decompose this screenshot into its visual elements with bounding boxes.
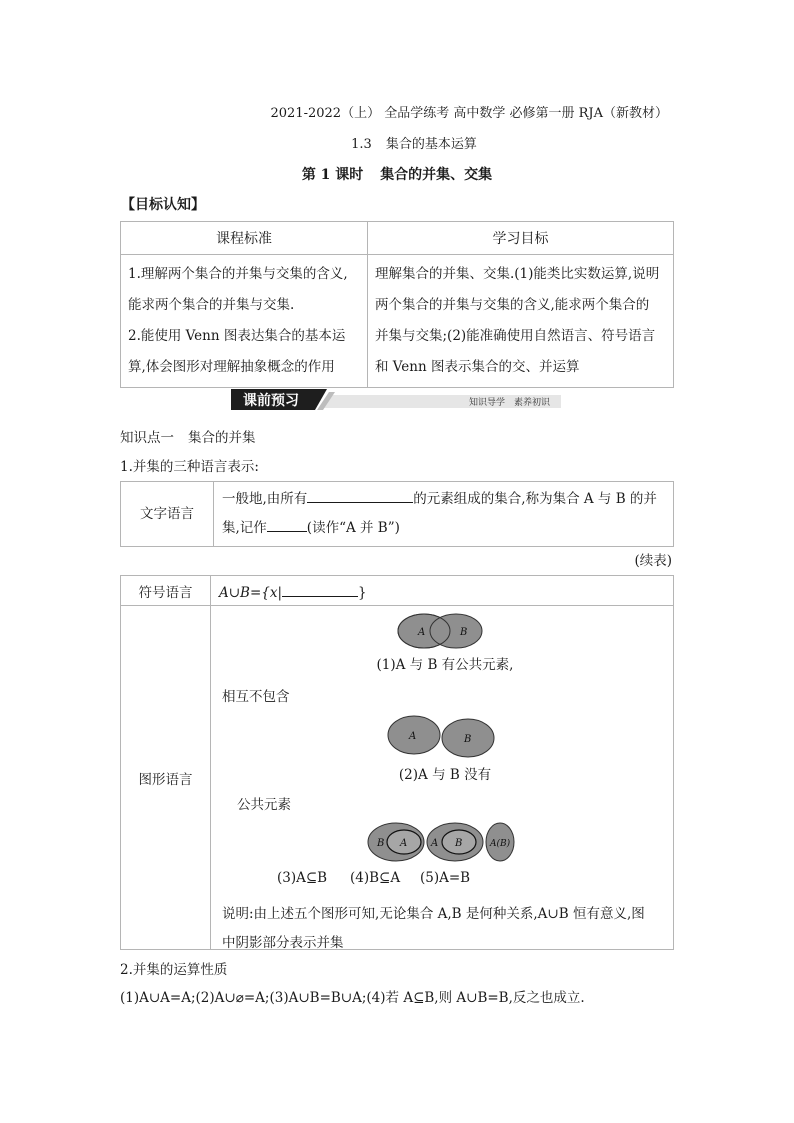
lesson-title — [0, 164, 794, 184]
graph-language-content — [211, 606, 674, 950]
venn-overlap-diagram — [396, 610, 486, 650]
symbol-expression-end: } — [358, 585, 367, 601]
section-title — [0, 133, 794, 152]
goals-standard-cell — [121, 255, 368, 388]
caption-1b: 相互不包含 — [222, 689, 290, 705]
banner-tags: 知识导学 素养初识 — [469, 398, 551, 408]
section-number: 1.3 — [351, 137, 372, 152]
properties-label: 2.并集的运算性质 — [120, 962, 228, 978]
fill-blank[interactable] — [307, 486, 413, 503]
venn-label-b: B — [377, 838, 385, 849]
caption-3: (3)A⊆B — [277, 870, 328, 886]
text-part: 的元素组成的集合,称为集合 A 与 B 的并 — [413, 491, 657, 507]
caption-4: (4)B⊆A — [350, 870, 401, 886]
venn-disjoint-diagram — [386, 713, 496, 761]
goal-heading: 【目标认知】 — [121, 197, 205, 213]
knowledge-point-title: 集合的并集 — [188, 430, 256, 446]
venn-label-b: B — [464, 734, 472, 745]
lesson-name: 集合的并集、交集 — [380, 167, 493, 183]
standard-line: 1.理解两个集合的并集与交集的含义, — [128, 266, 348, 282]
standard-line: 算,体会图形对理解抽象概念的作用 — [128, 359, 335, 375]
goals-table — [120, 221, 674, 388]
text-part: 集,记作 — [222, 520, 267, 536]
three-language-label: 1.并集的三种语言表示: — [120, 459, 259, 475]
venn-label-ab: A(B) — [490, 839, 511, 849]
text-part: (读作“A 并 B”) — [306, 520, 400, 536]
goals-header-standard: 课程标准 — [121, 222, 368, 255]
symbol-language-label: 符号语言 — [121, 576, 211, 606]
section-name: 集合的基本运算 — [385, 137, 477, 152]
lesson-number: 第 1 课时 — [301, 167, 364, 183]
banner-title: 课前预习 — [243, 393, 299, 409]
venn-label-b: B — [455, 838, 463, 849]
text-language-content — [214, 482, 674, 547]
goals-header-objective: 学习目标 — [368, 222, 674, 255]
venn-label-a: A — [400, 838, 408, 849]
venn-label-a: A — [418, 627, 426, 638]
symbol-expression: A∪B={x| — [219, 585, 283, 601]
symbol-language-content — [211, 576, 674, 606]
objective-line: 和 Venn 图表示集合的交、并运算 — [375, 359, 580, 375]
knowledge-point-heading — [120, 426, 256, 446]
continued-label: (续表) — [634, 553, 672, 569]
text-language-label: 文字语言 — [121, 482, 214, 547]
preview-banner — [231, 389, 561, 410]
text-part: 一般地,由所有 — [222, 491, 308, 507]
graph-note-line2: 中阴影部分表示并集 — [222, 935, 344, 951]
properties-text: (1)A∪A=A;(2)A∪⌀=A;(3)A∪B=B∪A;(4)若 A⊆B,则 A∪B=B,反之也成立. — [120, 990, 585, 1006]
caption-5: (5)A=B — [420, 870, 471, 886]
graph-note-line1: 说明:由上述五个图形可知,无论集合 A,B 是何种关系,A∪B 恒有意义,图 — [222, 906, 645, 922]
page-header: 2021-2022（上） 全品学练考 高中数学 必修第一册 RJA（新教材） — [270, 106, 668, 121]
language-table-continued — [120, 575, 674, 950]
objective-line: 两个集合的并集与交集的含义,能求两个集合的 — [375, 297, 650, 313]
fill-blank[interactable] — [282, 580, 358, 597]
venn-label-a: A — [431, 838, 439, 849]
caption-1: (1)A 与 B 有公共元素, — [376, 657, 514, 673]
objective-line: 并集与交集;(2)能准确使用自然语言、符号语言 — [375, 328, 656, 344]
knowledge-point-label: 知识点一 — [120, 430, 174, 446]
objective-line: 理解集合的并集、交集.(1)能类比实数运算,说明 — [375, 266, 660, 282]
fill-blank[interactable] — [267, 515, 307, 532]
caption-2: (2)A 与 B 没有 — [398, 767, 492, 783]
caption-2b: 公共元素 — [237, 797, 291, 813]
text-language-table — [120, 481, 674, 547]
venn-label-b: B — [460, 627, 468, 638]
standard-line: 2.能使用 Venn 图表达集合的基本运 — [128, 328, 346, 344]
goals-objective-cell — [368, 255, 674, 388]
venn-label-a: A — [409, 731, 417, 742]
standard-line: 能求两个集合的并集与交集. — [128, 297, 295, 313]
graph-language-label: 图形语言 — [121, 606, 211, 950]
venn-subset-diagrams — [367, 821, 515, 863]
